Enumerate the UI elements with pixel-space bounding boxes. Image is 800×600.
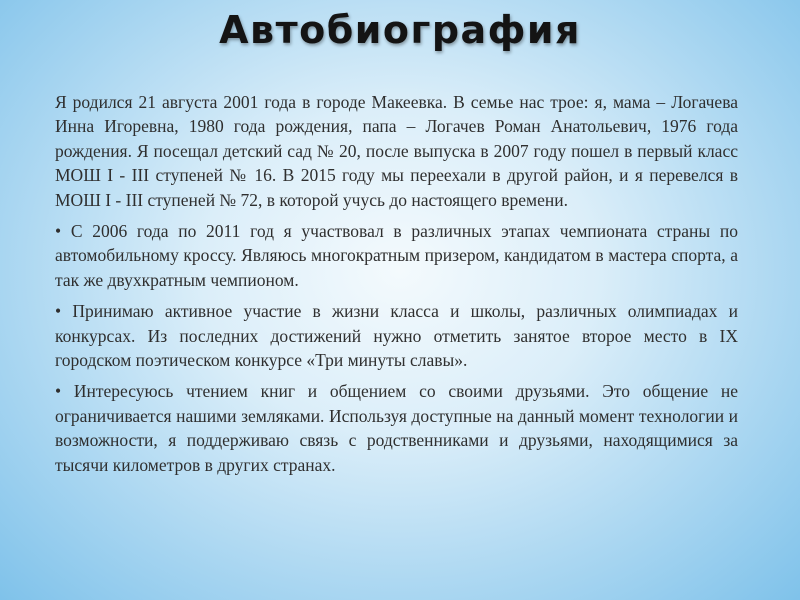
paragraph-motocross: • С 2006 года по 2011 год я участвовал в различных этапах чемпионата страны по автомобильному кроссу. Являюсь многократным призером, кандидатом в мастера спорта, а так же двухкратным чемпионом.: [55, 221, 738, 290]
paragraph-intro: Я родился 21 августа 2001 года в городе Макеевка. В семье нас трое: я, мама – Логачева Инна Игоревна, 1980 года рождения, папа – Логачев Роман Анатольевич, 1976 года рождения. Я посещал детский сад № 20, после выпуска в 2007 году пошел в первый класс МОШ I - III ступеней № 16. В 2015 году мы переехали в другой район, и я перевелся в МОШ I - III ступеней № 72, в которой учусь до настоящего времени.: [55, 92, 738, 210]
paragraph-interests: • Интересуюсь чтением книг и общением со своими друзьями. Это общение не ограничивается нашими земляками. Используя доступные на данный момент технологии и возможности, я поддерживаю связь с родственниками и друзьями, находящимися за тысячи километров в других странах.: [55, 381, 738, 475]
slide-body: [55, 90, 738, 484]
paragraph-school-activity: • Принимаю активное участие в жизни класса и школы, различных олимпиадах и конкурсах. Из последних достижений нужно отметить занятое второе место в IX городском поэтическом конкурсе «Три минуты славы».: [55, 301, 738, 371]
slide-title: Автобиография: [219, 8, 581, 52]
